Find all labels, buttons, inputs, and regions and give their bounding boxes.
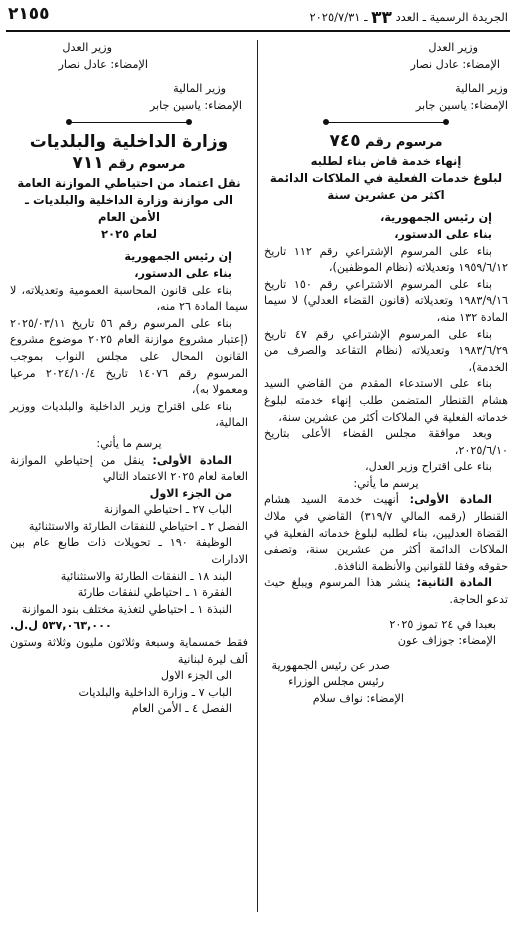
constitution-line: بناء على الدستور، xyxy=(134,266,232,280)
recital-6: بناء على اقتراح وزير العدل، xyxy=(364,460,492,474)
decree-subject-1: إنهاء خدمة قاض بناء لطلبه xyxy=(310,154,462,169)
prime-minister-title: رئيس مجلس الوزراء xyxy=(288,675,384,689)
budget-target-1: الباب ٧ ـ وزارة الداخلية والبلديات xyxy=(78,685,232,699)
budget-line-4: البند ١٨ ـ النفقات الطارئة والاستثنائية xyxy=(60,569,232,583)
column-divider xyxy=(257,40,258,912)
president-line: إن رئيس الجمهورية xyxy=(124,250,232,264)
president-signature: الإمضاء: جوزاف عون xyxy=(397,634,496,648)
article-1-text: ينقل من إحتياطي الموازنة العامة لعام ٢٠٢٥ الاعتماد التالي xyxy=(10,453,248,484)
decree-subject-2: لبلوغ خدمات الفعلية في الملاكات الدائمة xyxy=(269,171,503,186)
recital-4: بناء على الاستدعاء المقدم من القاضي السيد هشام القنطار المتضمن طلب إنهاء خدمته لبلوغ خدماته الفعلية في الملاكات أكثر من عشرين سنة، xyxy=(264,377,508,424)
page-header xyxy=(6,4,510,32)
budget-line-5: الفقرة ١ ـ احتياطي لنفقات طارئة xyxy=(77,586,232,600)
recital-2: بناء على المرسوم الاشتراعي رقم ١٥٠ تاريخ ١٩٨٣/٩/١٦ وتعديلاته (قانون القضاء العدلي) لا سيما المادة ١٣٢ منه، xyxy=(264,277,508,324)
recital-3: بناء على اقتراح وزير الداخلية والبلديات ووزير المالية، xyxy=(10,399,248,430)
decrees-line: يرسم ما يأتي: xyxy=(96,436,162,450)
decree-subject-3: اكثر من عشرين سنة xyxy=(327,188,445,203)
budget-target-2: الفصل ٤ ـ الأمن العام xyxy=(131,702,232,716)
article-1 xyxy=(264,492,508,575)
justice-minister-title: وزير العدل xyxy=(62,41,112,54)
decree-subject-2: الى موازنة وزارة الداخلية والبلديات ـ الأمن العام xyxy=(25,193,233,225)
recital-3: بناء على المرسوم الإشتراعي رقم ٤٧ تاريخ ١٩٨٣/٦/٢٩ وتعديلاته (نظام التقاعد والصرف من الخدمة)، xyxy=(264,327,508,374)
justice-minister-signature: الإمضاء: عادل نصار xyxy=(58,57,148,71)
decrees-line: يرسم ما يأتي: xyxy=(353,476,419,490)
budget-line-1: الباب ٢٧ ـ احتياطي الموازنة xyxy=(103,503,232,517)
decree-number: ٧١١ xyxy=(72,153,104,174)
budget-line-6: النبذة ١ ـ احتياطي لتغذية مختلف بنود الموازنة xyxy=(21,602,232,616)
section-separator xyxy=(69,122,189,123)
prime-minister-signature: الإمضاء: نواف سلام xyxy=(312,692,404,705)
left-column xyxy=(10,40,248,718)
article-2 xyxy=(264,575,508,608)
justice-minister-title: وزير العدل xyxy=(428,41,478,54)
finance-minister-title: وزير المالية xyxy=(173,82,226,96)
amount-in-words: فقط خمسماية وسبعة وثلاثون مليون وثلاثة وستون ألف ليرة لبنانية xyxy=(10,636,248,666)
article-2-label: المادة الثانية: xyxy=(416,576,493,590)
gazette-title xyxy=(309,8,508,28)
recital-2: بناء على المرسوم رقم ٥٦ تاريخ ٢٠٢٥/٠٣/١١ (إعتبار مشروع موازنة العام ٢٠٢٥ موضوع مشروع القانون المحال على مجلس النواب بموجب المرسوم رقم ١٤٠٧٦ تاريخ ٢٠٢٤/١٠/٤ مرعيا ومعمولا به)، xyxy=(10,316,249,397)
section-separator xyxy=(326,122,446,123)
decree-label: مرسوم رقم xyxy=(365,135,443,151)
decree-label: مرسوم رقم xyxy=(108,157,186,173)
finance-minister-signature: الإمضاء: ياسين جابر xyxy=(149,98,242,112)
constitution-line: بناء على الدستور، xyxy=(394,227,492,241)
issue-date: ـ ٢٠٢٥/٧/٣١ xyxy=(309,10,368,24)
decree-subject-3: لعام ٢٠٢٥ xyxy=(100,227,158,242)
finance-minister-signature: الإمضاء: ياسين جابر xyxy=(415,98,508,112)
finance-minister-title: وزير المالية xyxy=(455,82,508,96)
gazette-name: الجريدة الرسمية ـ العدد xyxy=(395,10,508,24)
budget-line-2: الفصل ٢ ـ احتياطي للنفقات الطارئة والاستثنائية xyxy=(28,519,248,533)
recital-1: بناء على المرسوم الإشتراعي رقم ١١٢ تاريخ ١٩٥٩/٦/١٢ وتعديلاته (نظام الموظفين)، xyxy=(264,244,508,275)
page-number: ٢١٥٥ xyxy=(8,4,50,24)
part-from-heading: من الجزء الاول xyxy=(149,486,232,500)
article-1-label: المادة الأولى: xyxy=(152,453,232,467)
article-1 xyxy=(10,453,248,486)
article-2-text: ينشر هذا المرسوم ويبلغ حيث تدعو الحاجة. xyxy=(264,576,508,607)
decree-heading xyxy=(264,131,508,153)
president-line: إن رئيس الجمهورية، xyxy=(380,211,492,225)
decree-number: ٧٤٥ xyxy=(329,131,361,152)
recital-5: وبعد موافقة مجلس القضاء الأعلى بتاريخ ٢٠٢٥/٦/١٠، xyxy=(264,427,508,457)
decree-heading xyxy=(10,153,248,175)
article-1-text: أنهيت خدمة السيد هشام القنطار (رقمه المالي ٣١٩/٧) القاضي في ملاك القضاة العدليين، بناء لطلبه لبلوغ خدماته الفعلية في الملاكات الدائمة أكثر من عشرين سنة، وتصفى حقوقه وفقا للقوانين والأنظمة النافذة. xyxy=(264,493,508,573)
right-column xyxy=(264,40,508,708)
part-to-heading: الى الجزء الاول xyxy=(160,669,232,683)
decree-subject-1: نقل اعتماد من احتياطي الموازنة العامة xyxy=(17,176,241,191)
issued-place-date: بعبدا في ٢٤ تموز ٢٠٢٥ xyxy=(389,617,496,631)
budget-line-3: الوظيفة ١٩٠ ـ تحويلات ذات طابع عام بين الادارات xyxy=(10,536,248,567)
transfer-amount: ٥٣٧,٠٦٣,٠٠٠ ل.ل. xyxy=(10,619,112,633)
article-1-label: المادة الأولى: xyxy=(409,493,492,507)
justice-minister-signature: الإمضاء: عادل نصار xyxy=(410,57,500,71)
recital-1: بناء على قانون المحاسبة العمومية وتعديلاته، لا سيما المادة ٢٦ منه، xyxy=(10,283,248,314)
issue-number: ٣٣ xyxy=(371,8,392,28)
ministry-heading: وزارة الداخلية والبلديات xyxy=(29,132,229,153)
issued-by-line: صدر عن رئيس الجمهورية xyxy=(271,658,390,672)
